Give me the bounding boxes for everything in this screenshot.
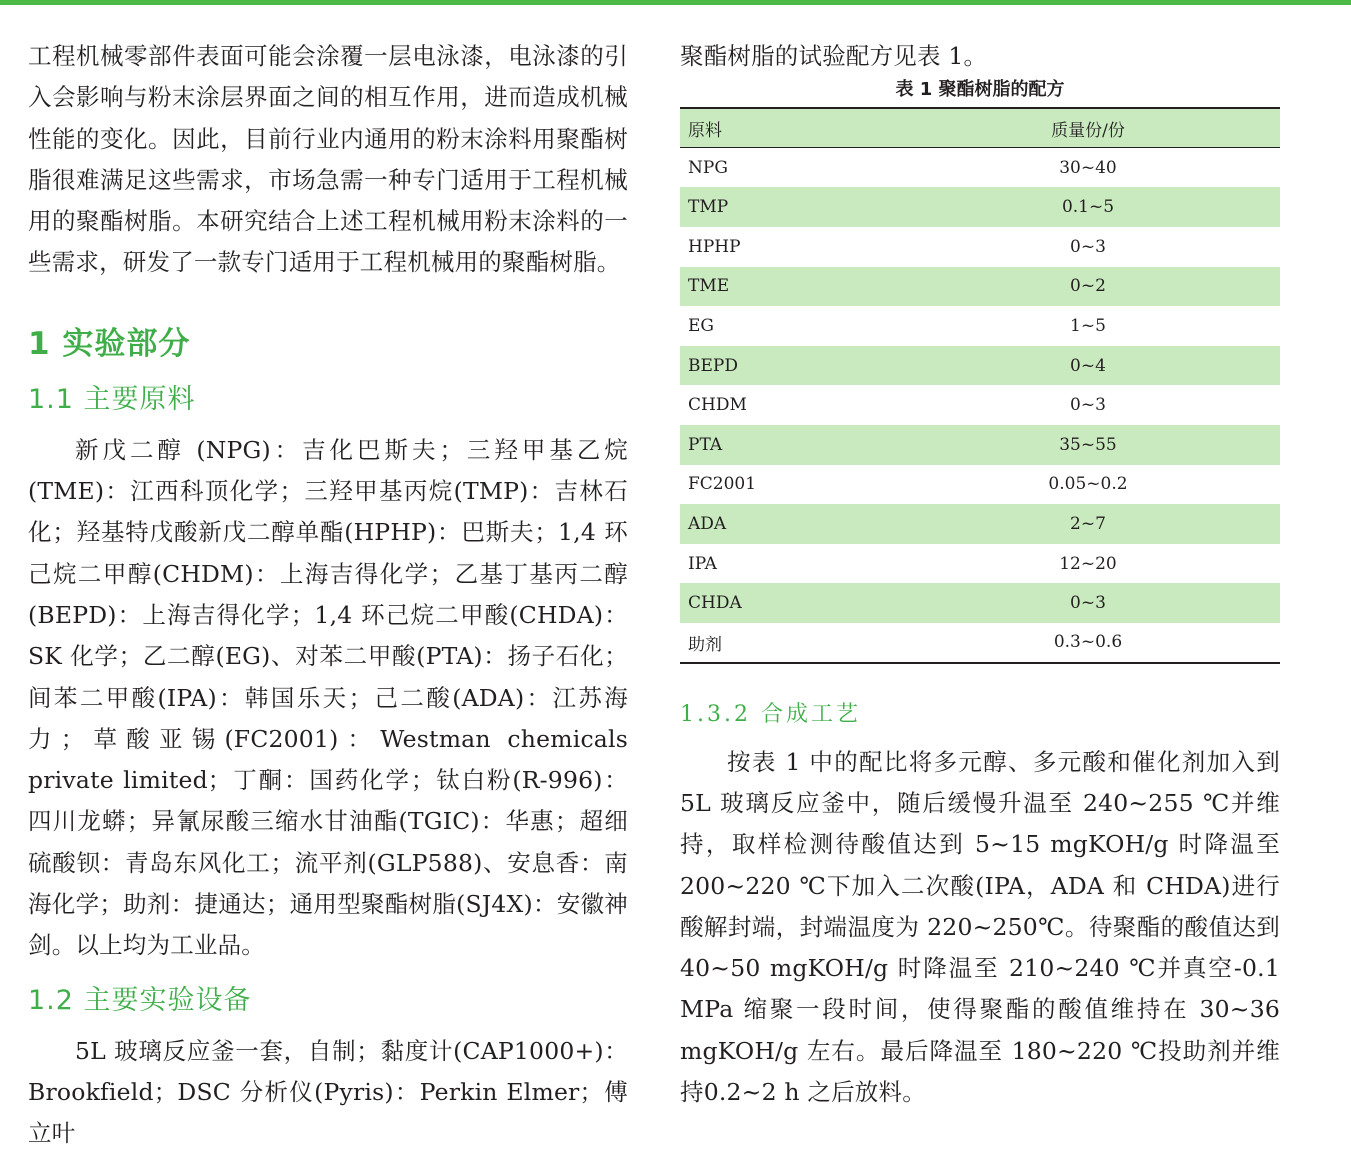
table-cell-mass-parts: 0~3 [1070, 236, 1106, 257]
section-1-2-heading: 1.2 主要实验设备 [28, 984, 252, 1016]
table-row [680, 623, 1280, 663]
synthesis-paragraph: 按表 1 中的配比将多元醇、多元酸和催化剂加入到 5L 玻璃反应釜中，随后缓慢升温至 240~255 ℃并维持，取样检测待酸值达到 5~15 mgKOH/g 时降温至200~220 ℃下加入二次酸(IPA，ADA 和 CHDA)进行酸解封端，封端温度为 220~250℃。待聚酯的酸值达到40~50 mgKOH/g 时降温至 210~240 ℃并真空-0.1 MPa 缩聚一段时间，使得聚酯的酸值维持在 30~36 mgKOH/g 左右。最后降温至 180~220 ℃投助剂并维持0.2~2 h 之后放料。 [680, 747, 1280, 1106]
table-cell-material: HPHP [688, 236, 741, 257]
table-cell-mass-parts: 30~40 [1059, 157, 1117, 178]
equipment-paragraph: 5L 玻璃反应釜一套，自制；黏度计(CAP1000+)：Brookfield；DSC 分析仪(Pyris)：Perkin Elmer；傅立叶 [28, 1036, 628, 1148]
table-cell-mass-parts: 0~4 [1070, 355, 1106, 376]
table-header-mass-parts: 质量份/份 [896, 108, 1280, 148]
top-accent-bar [0, 0, 1351, 5]
section-1-3-2-heading: 1.3.2 合成工艺 [680, 701, 861, 727]
table-cell-material: 助剂 [680, 623, 896, 663]
table-row [680, 385, 1280, 425]
right-column [680, 36, 1280, 1113]
section-1-1-heading: 1.1 主要原料 [28, 383, 196, 415]
table-cell-mass-parts: 0~3 [1070, 395, 1106, 416]
table-cell-mass-parts: 0.1~5 [1061, 197, 1115, 218]
table-cell-material: EG [688, 316, 714, 337]
table-row [680, 267, 1280, 307]
table-cell-material: ADA [688, 514, 727, 535]
table-cell-material: BEPD [688, 355, 738, 376]
table-header-row [680, 108, 1280, 148]
table-row [680, 346, 1280, 386]
table-row [680, 227, 1280, 267]
left-column [28, 36, 628, 1155]
table-caption: 表 1 聚酯树脂的配方 [895, 79, 1065, 101]
table-row [680, 583, 1280, 623]
table-row [680, 306, 1280, 346]
section-1-heading: 1 实验部分 [28, 325, 191, 362]
table-cell-material: CHDM [688, 395, 747, 416]
table-cell-material: CHDA [688, 593, 742, 614]
table-cell-mass-parts: 0.3~0.6 [896, 623, 1280, 663]
recipe-table [680, 107, 1280, 663]
table-cell-mass-parts: 1~5 [1070, 316, 1106, 337]
table-cell-material: IPA [688, 553, 717, 574]
table-cell-material: TME [688, 276, 730, 297]
table-header-material: 原料 [680, 108, 896, 148]
table-row [680, 425, 1280, 465]
table-intro: 聚酯树脂的试验配方见表 1。 [680, 42, 988, 70]
table-cell-material: PTA [688, 434, 723, 455]
table-cell-mass-parts: 2~7 [1070, 514, 1106, 535]
intro-paragraph: 工程机械零部件表面可能会涂覆一层电泳漆，电泳漆的引入会影响与粉末涂层界面之间的相互作用，进而造成机械性能的变化。因此，目前行业内通用的粉末涂料用聚酯树脂很难满足这些需求，市场急需一种专门适用于工程机械用的聚酯树脂。本研究结合上述工程机械用粉末涂料的一些需求，研发了一款专门适用于工程机械用的聚酯树脂。 [28, 42, 628, 277]
materials-paragraph: 新戊二醇 (NPG)：吉化巴斯夫；三羟甲基乙烷(TME)：江西科顶化学；三羟甲基丙烷(TMP)：吉林石化；羟基特戊酸新戊二醇单酯(HPHP)：巴斯夫；1,4 环己烷二甲醇(CHDM)：上海吉得化学；乙基丁基丙二醇(BEPD)：上海吉得化学；1,4 环己烷二甲酸(CHDA)：SK 化学；乙二醇(EG)、对苯二甲酸(PTA)：扬子石化；间苯二甲酸(IPA)：韩国乐天；己二酸(ADA)：江苏海力；草酸亚锡(FC2001)：Westman chemicals private limited；丁酮：国药化学；钛白粉(R-996)：四川龙蟒；异氰尿酸三缩水甘油酯(TGIC)：华惠；超细硫酸钡：青岛东风化工；流平剂(GLP588)、安息香：南海化学；助剂：捷通达；通用型聚酯树脂(SJ4X)：安徽神剑。以上均为工业品。 [28, 435, 628, 960]
table-row [680, 148, 1280, 188]
table-row [680, 544, 1280, 584]
table-cell-material: FC2001 [688, 474, 757, 495]
table-cell-mass-parts: 12~20 [1059, 553, 1117, 574]
table-cell-material: NPG [688, 157, 728, 178]
table-cell-mass-parts: 35~55 [1059, 434, 1117, 455]
table-cell-mass-parts: 0~2 [1070, 276, 1106, 297]
table-cell-mass-parts: 0~3 [1070, 593, 1106, 614]
table-row [680, 187, 1280, 227]
table-cell-mass-parts: 0.05~0.2 [1048, 474, 1128, 495]
table-row [680, 465, 1280, 505]
table-cell-material: TMP [688, 197, 729, 218]
table-row [680, 504, 1280, 544]
